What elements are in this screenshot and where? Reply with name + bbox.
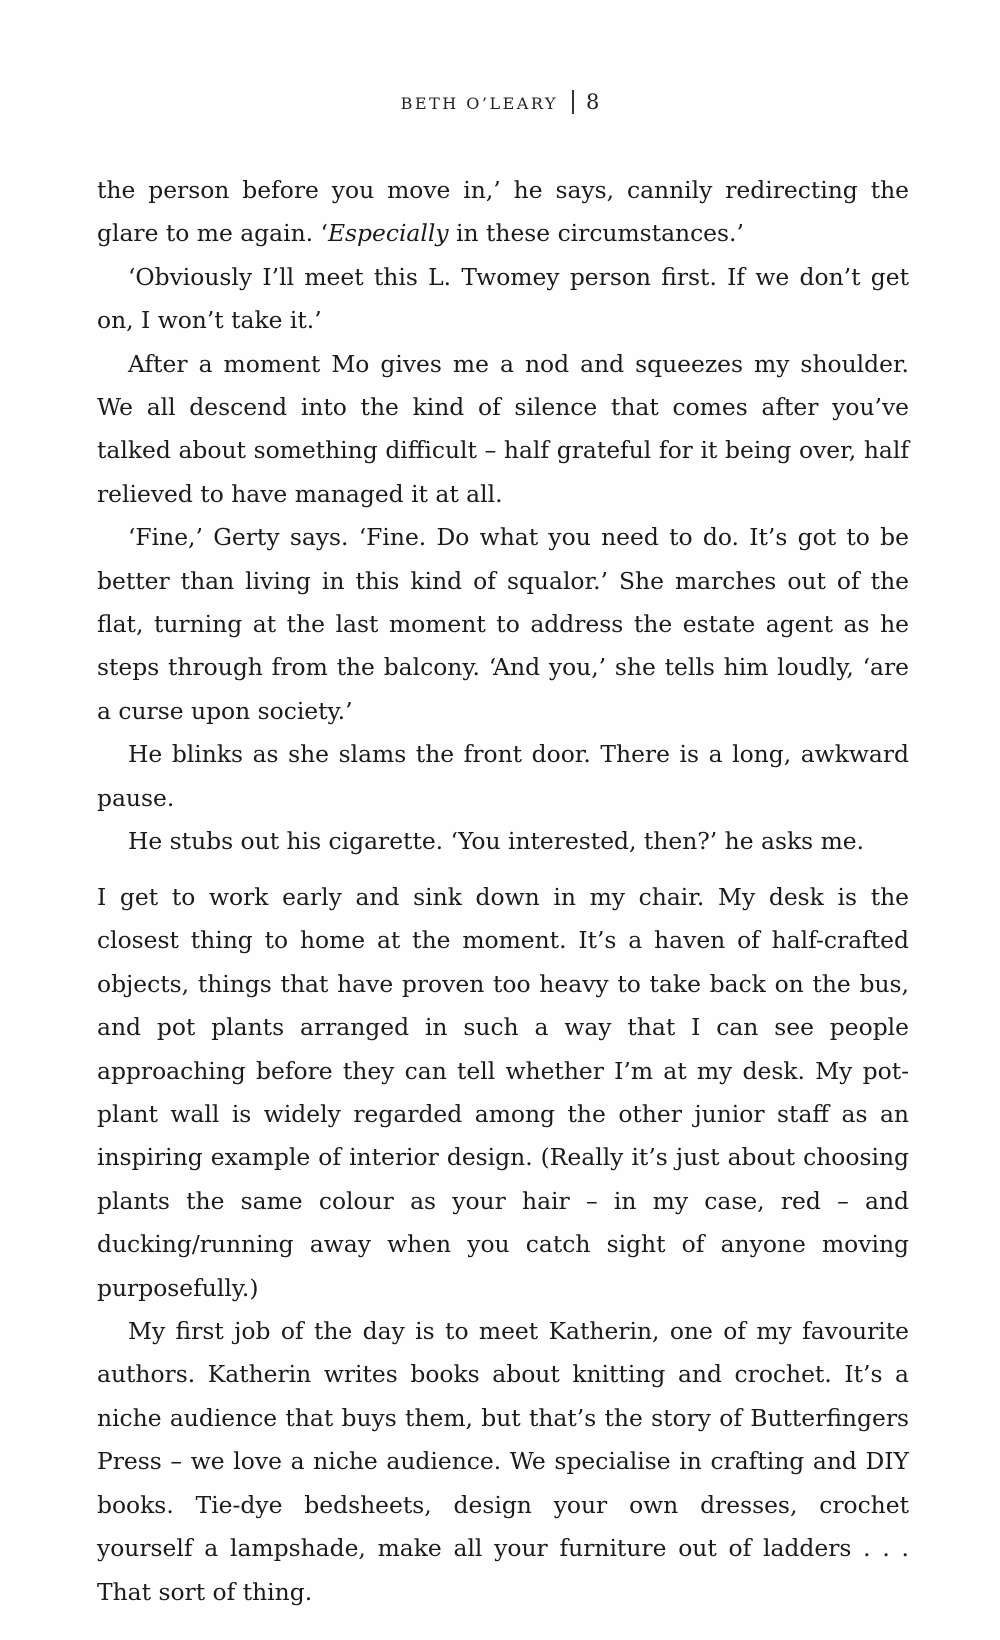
paragraph: He stubs out his cigarette. ‘You interested, then?’ he asks me. — [128, 827, 865, 856]
text-section-1 — [97, 169, 909, 864]
page-number: 8 — [585, 90, 600, 114]
paragraph: He blinks as she slams the front door. There is a long, awkward pause. — [97, 740, 909, 812]
running-head — [0, 90, 1000, 114]
paragraph: I get to work early and sink down in my chair. My desk is the closest thing to home at the moment. It’s a haven of half-crafted objects, things that have proven too heavy to take back on the bus, and pot plants arranged in such a way that I can see people approaching before they can tell whether I’m at my desk. My pot-plant wall is widely regarded among the other junior staff as an inspiring example of interior design. (Really it’s just about choosing plants the same colour as your hair – in my case, red – and ducking/running away when you catch sight of anyone moving purposefully.) — [97, 883, 909, 1302]
paragraph: My first job of the day is to meet Katherin, one of my favourite authors. Katherin writes books about knitting and crochet. It’s a niche audience that buys them, but that’s the story of Butterfingers Press – we love a niche audience. We specialise in crafting and DIY books. Tie-dye bedsheets, design your own dresses, crochet yourself a lampshade, make all your furniture out of ladders . . . That sort of thing. — [97, 1317, 909, 1606]
running-head-separator — [572, 90, 574, 114]
paragraph: ‘Fine,’ Gerty says. ‘Fine. Do what you need to do. It’s got to be better than living in this kind of squalor.’ She marches out of the flat, turning at the last moment to address the estate agent as he steps through from the balcony. ‘And you,’ she tells him loudly, ‘are a curse upon society.’ — [97, 523, 909, 725]
paragraph — [97, 169, 909, 256]
paragraph-emphasis: Especially — [327, 219, 449, 248]
running-head-author: BETH O’LEARY — [400, 94, 558, 113]
text-section-2 — [97, 876, 909, 1614]
paragraph: After a moment Mo gives me a nod and squeezes my shoulder. We all descend into the kind of silence that comes after you’ve talked about something difficult – half grateful for it being over, half relieved to have managed it at all. — [97, 349, 909, 508]
paragraph-text: in these circumstances.’ — [448, 219, 744, 248]
paragraph-text: the person before you move in,’ he says, cannily redirecting the glare to me again. ‘ — [97, 176, 909, 248]
paragraph: ‘Obviously I’ll meet this L. Twomey person first. If we don’t get on, I won’t take it.’ — [97, 262, 909, 335]
